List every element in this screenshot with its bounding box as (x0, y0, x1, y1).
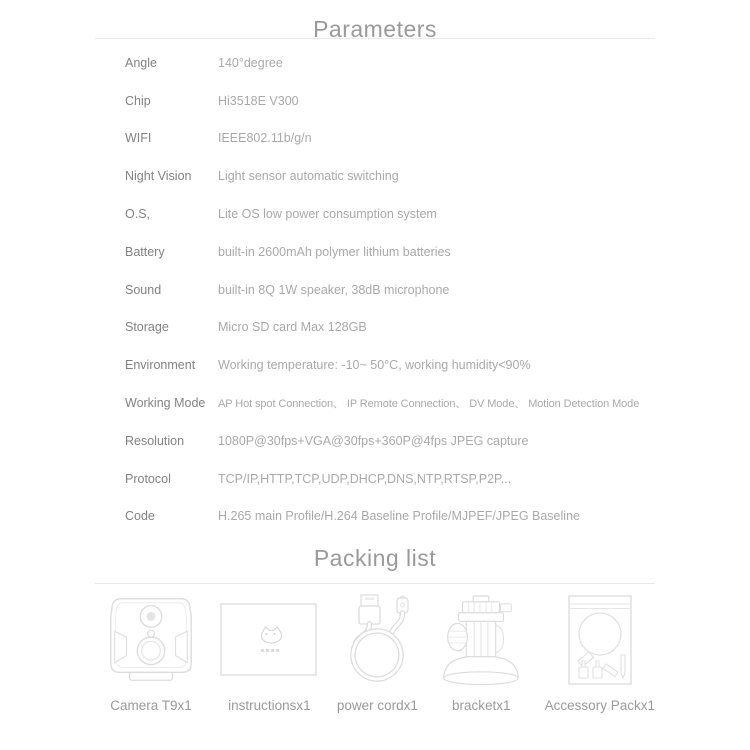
table-row (0, 195, 750, 233)
packing-list (0, 584, 750, 713)
usb-power-cord-icon (338, 592, 416, 688)
parameters-table (0, 39, 750, 535)
param-label: Resolution (125, 433, 185, 448)
list-item (545, 592, 655, 713)
param-value: IEEE802.11b/g/n (218, 131, 312, 146)
table-row (0, 498, 750, 536)
mount-bracket-icon (436, 592, 526, 688)
param-label: Storage (125, 320, 169, 335)
list-item (100, 592, 202, 713)
table-row (0, 233, 750, 271)
param-label: Night Vision (125, 169, 192, 184)
param-label: Code (125, 509, 155, 524)
table-row (0, 384, 750, 422)
table-row (0, 460, 750, 498)
param-label: WIFI (125, 131, 152, 146)
param-value: Micro SD card Max 128GB (218, 320, 367, 335)
item-caption: instructionsx1 (228, 698, 311, 714)
param-value: TCP/IP,HTTP,TCP,UDP,DHCP,DNS,NTP,RTSP,P2P... (218, 471, 512, 486)
param-label: Protocol (125, 471, 171, 486)
table-row (0, 346, 750, 384)
param-value: Working temperature: -10~ 50°C, working humidity<90% (218, 358, 531, 373)
table-row (0, 309, 750, 347)
param-label: O.S, (125, 207, 151, 222)
param-value: built-in 8Q 1W speaker, 38dB microphone (218, 282, 450, 297)
item-caption: bracketx1 (452, 698, 511, 714)
table-row (0, 271, 750, 309)
list-item (436, 592, 526, 713)
parameters-title: Parameters (313, 16, 437, 42)
param-value: 140°degree (218, 55, 283, 70)
item-caption: power cordx1 (336, 698, 418, 714)
list-item (337, 592, 418, 713)
item-caption: Camera T9x1 (110, 698, 192, 714)
param-value: Hi3518E V300 (218, 93, 299, 108)
table-row (0, 422, 750, 460)
packing-list-title: Packing list (313, 545, 437, 572)
item-caption: Accessory Packx1 (544, 698, 655, 714)
param-label: Battery (125, 244, 165, 259)
accessory-pack-icon (568, 592, 632, 688)
param-value: AP Hot spot Connection、 IP Remote Connection、 DV Mode、 Motion Detection Mode (218, 398, 640, 411)
list-item (220, 592, 318, 713)
param-label: Environment (125, 358, 196, 373)
param-label: Working Mode (125, 396, 206, 411)
param-value: Lite OS low power consumption system (218, 207, 437, 222)
param-label: Angle (125, 55, 157, 70)
param-label: Chip (125, 93, 151, 108)
param-value: built-in 2600mAh polymer lithium batteries (218, 244, 451, 259)
instructions-booklet-icon (220, 592, 318, 688)
param-value: 1080P@30fps+VGA@30fps+360P@4fps JPEG capture (218, 433, 529, 448)
param-label: Sound (125, 282, 162, 297)
param-value: Light sensor automatic switching (218, 169, 399, 184)
table-row (0, 82, 750, 120)
table-row (0, 44, 750, 82)
trail-camera-icon (100, 592, 202, 688)
param-value: H.265 main Profile/H.264 Baseline Profile/MJPEF/JPEG Baseline (218, 509, 580, 524)
table-row (0, 120, 750, 158)
table-row (0, 157, 750, 195)
